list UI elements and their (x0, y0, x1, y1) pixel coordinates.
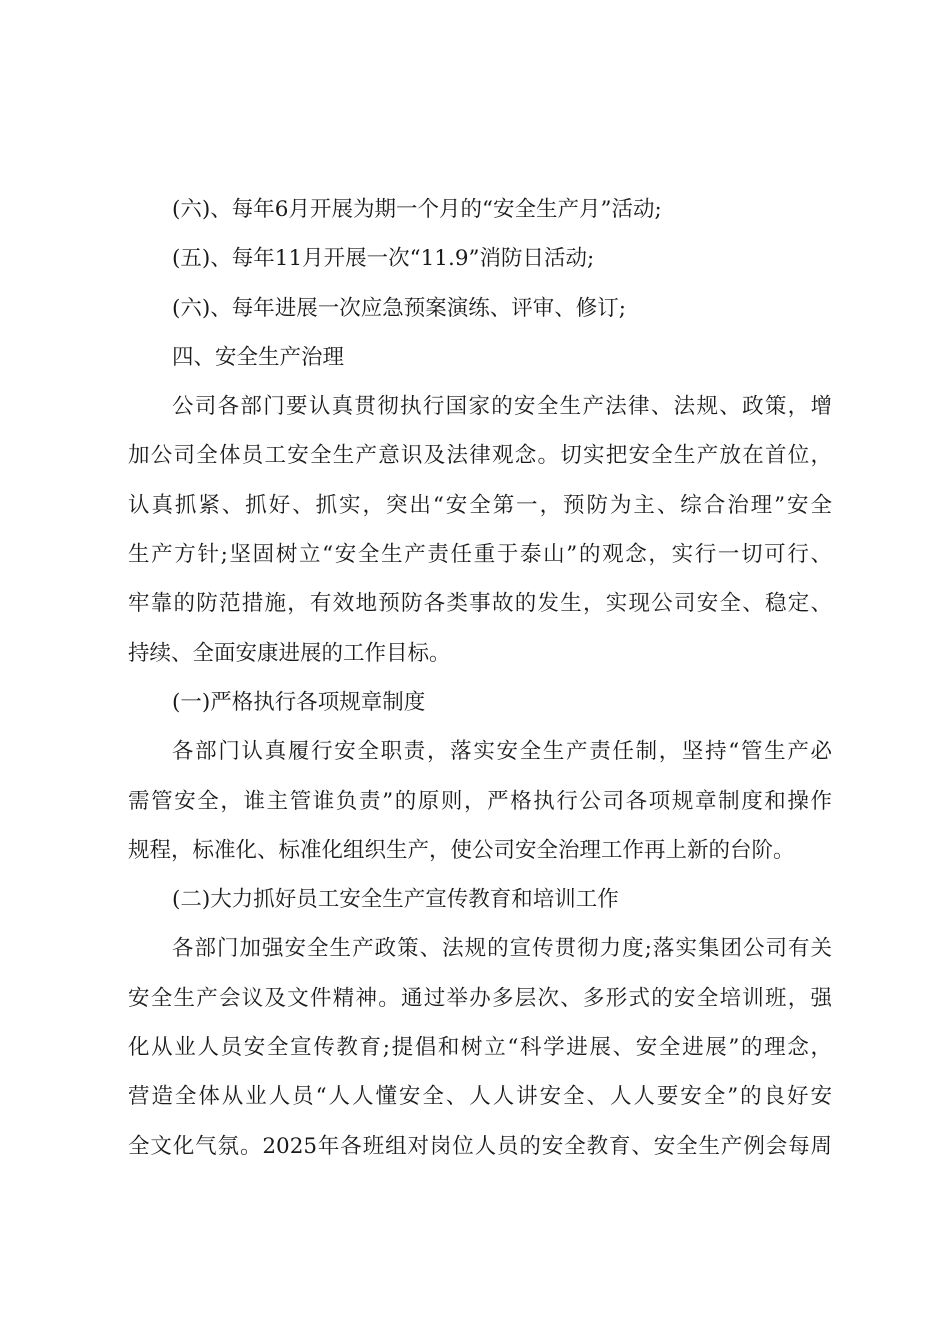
paragraph-line: 加公司全体员工安全生产意识及法律观念。切实把安全生产放在首位， (128, 443, 832, 469)
paragraph-line: 营造全体从业人员“人人懂安全、人人讲安全、人人要安全”的良好安 (128, 1084, 832, 1110)
paragraph-line: 全文化气氛。2025年各班组对岗位人员的安全教育、安全生产例会每周 (128, 1133, 832, 1159)
subheading-training: (二)大力抓好员工安全生产宣传教育和培训工作 (172, 887, 619, 913)
paragraph-line: 认真抓紧、抓好、抓实，突出“安全第一，预防为主、综合治理”安全 (128, 492, 832, 518)
paragraph-line: 各部门加强安全生产政策、法规的宣传贯彻力度;落实集团公司有关 (172, 936, 832, 962)
paragraph-line: 化从业人员安全宣传教育;提倡和树立“科学进展、安全进展”的理念， (128, 1035, 832, 1061)
paragraph-line: 各部门认真履行安全职责，落实安全生产责任制，坚持“管生产必 (172, 739, 832, 765)
document-body (128, 185, 832, 1171)
section-heading-safety-management: 四、安全生产治理 (172, 344, 345, 370)
paragraph-line: 规程，标准化、标准化组织生产，使公司安全治理工作再上新的台阶。 (128, 837, 795, 863)
paragraph-line: 需管安全，谁主管谁负责”的原则，严格执行公司各项规章制度和操作 (128, 788, 832, 814)
paragraph-line: 公司各部门要认真贯彻执行国家的安全生产法律、法规、政策，增 (172, 394, 832, 420)
paragraph-line: 牢靠的防范措施，有效地预防各类事故的发生，实现公司安全、稳定、 (128, 591, 832, 617)
paragraph-line: 生产方针;坚固树立“安全生产责任重于泰山”的观念，实行一切可行、 (128, 542, 832, 568)
subheading-regulations: (一)严格执行各项规章制度 (172, 689, 426, 715)
list-item-activity-june: (六)、每年6月开展为期一个月的“安全生产月”活动; (172, 197, 662, 222)
paragraph-line: 安全生产会议及文件精神。通过举办多层次、多形式的安全培训班，强 (128, 985, 832, 1011)
list-item-activity-november: (五)、每年11月开展一次“11.9”消防日活动; (172, 246, 595, 272)
paragraph-line: 持续、全面安康进展的工作目标。 (128, 640, 451, 666)
list-item-emergency-drill: (六)、每年进展一次应急预案演练、评审、修订; (172, 295, 627, 321)
